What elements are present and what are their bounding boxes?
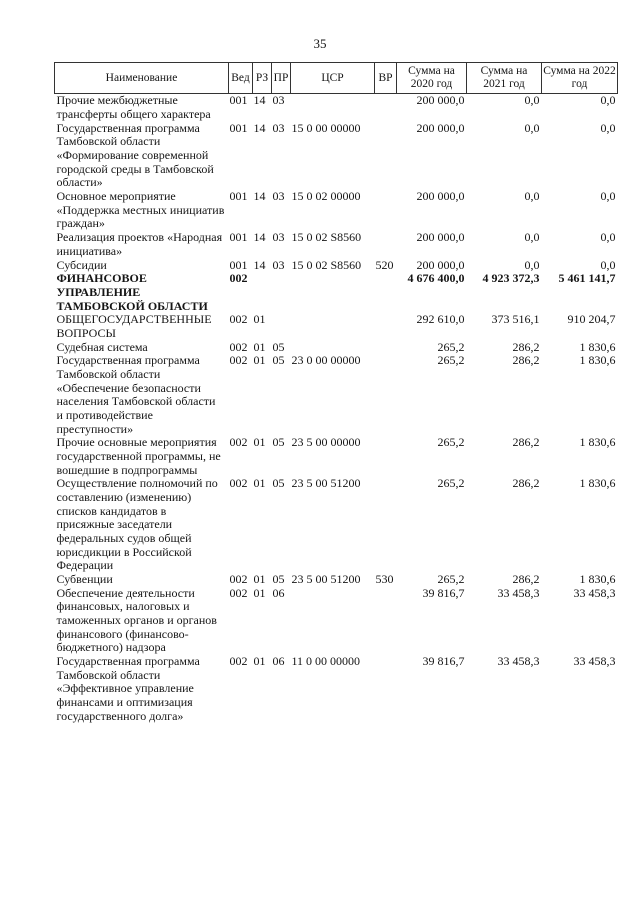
cell-vr: 520 (375, 257, 394, 272)
cell-sum-2020: 292 610,0 (416, 312, 465, 327)
cell-csr (291, 313, 375, 340)
cell-vr (375, 341, 397, 355)
cell-sum-2021: 286,2 (512, 353, 540, 368)
cell-ved: 001 (229, 93, 248, 108)
cell-pr (272, 313, 291, 340)
cell-vr (375, 313, 397, 340)
cell-sum-2021: 4 923 372,3 (482, 271, 540, 286)
cell-ved: 002 (229, 435, 248, 450)
cell-sum-2022: 33 458,3 (573, 653, 616, 668)
cell-sum-2020: 200 000,0 (416, 257, 465, 272)
header-sum-2020: Сумма на 2020 год (397, 63, 467, 94)
cell-rz: 01 (253, 353, 266, 368)
cell-sum-2022: 0,0 (600, 230, 616, 245)
cell-sum-2022: 1 830,6 (579, 435, 616, 450)
cell-rz: 01 (253, 312, 266, 327)
cell-ved: 002 (229, 476, 248, 491)
cell-sum-2021: 286,2 (512, 476, 540, 491)
cell-sum-2020: 265,2 (437, 339, 465, 354)
cell-pr: 05 (272, 571, 285, 586)
cell-csr: 15 0 02 00000 (291, 189, 361, 204)
table-row (55, 259, 618, 273)
cell-ved: 001 (229, 230, 248, 245)
cell-sum-2020: 265,2 (437, 571, 465, 586)
cell-sum-2022: 1 830,6 (579, 339, 616, 354)
cell-pr: 05 (272, 476, 285, 491)
cell-sum-2022: 0,0 (600, 93, 616, 108)
cell-name: Основное мероприятие «Поддержка местных инициатив граждан» (56, 189, 225, 231)
cell-name: Субвенции (56, 571, 113, 586)
cell-sum-2020: 200 000,0 (416, 93, 465, 108)
table-row (55, 190, 618, 231)
cell-name: Реализация проектов «Народная инициатива» (56, 230, 223, 258)
cell-sum-2022: 5 461 141,7 (558, 271, 616, 286)
cell-vr (375, 272, 397, 313)
cell-sum-2021: 33 458,3 (497, 585, 540, 600)
cell-vr (375, 122, 397, 190)
cell-name: Судебная система (56, 339, 148, 354)
table-body (55, 94, 618, 723)
cell-csr: 23 5 00 51200 (291, 476, 361, 491)
cell-pr: 05 (272, 339, 285, 354)
cell-sum-2021: 286,2 (512, 571, 540, 586)
cell-sum-2020: 265,2 (437, 435, 465, 450)
cell-pr: 06 (272, 653, 285, 668)
cell-sum-2020: 4 676 400,0 (407, 271, 465, 286)
table-row (55, 272, 618, 313)
cell-pr: 05 (272, 353, 285, 368)
cell-csr: 15 0 02 S8560 (291, 230, 362, 245)
cell-pr: 03 (272, 93, 285, 108)
header-row (55, 63, 618, 94)
cell-csr: 23 5 00 51200 (291, 571, 361, 586)
cell-name: Государственная программа Тамбовской области «Эффективное управление финансами и оптимизация государственного долга» (56, 653, 200, 723)
cell-ved: 002 (229, 585, 248, 600)
header-sum-2022: Сумма на 2022 год (542, 63, 618, 94)
cell-ved: 002 (229, 653, 248, 668)
cell-ved: 002 (229, 339, 248, 354)
cell-name: Государственная программа Тамбовской области «Обеспечение безопасности населения Тамбовской области и противодействие преступности» (56, 353, 216, 436)
cell-vr (375, 477, 397, 573)
cell-rz: 01 (253, 339, 266, 354)
header-pr: ПР (272, 63, 291, 94)
cell-rz: 14 (253, 93, 266, 108)
cell-pr (272, 272, 291, 313)
cell-name: Государственная программа Тамбовской области «Формирование современной городской среды в Тамбовской области» (56, 120, 214, 190)
cell-sum-2020: 265,2 (437, 476, 465, 491)
cell-sum-2022: 0,0 (600, 189, 616, 204)
cell-sum-2020: 200 000,0 (416, 120, 465, 135)
cell-csr: 23 0 00 00000 (291, 353, 361, 368)
cell-sum-2021: 0,0 (524, 120, 540, 135)
cell-sum-2021: 0,0 (524, 93, 540, 108)
cell-rz: 01 (253, 571, 266, 586)
cell-csr (291, 341, 375, 355)
cell-vr (375, 655, 397, 723)
cell-sum-2020: 39 816,7 (422, 585, 465, 600)
cell-ved: 002 (229, 571, 248, 586)
cell-rz: 14 (253, 257, 266, 272)
cell-sum-2020: 200 000,0 (416, 230, 465, 245)
cell-rz: 01 (253, 585, 266, 600)
cell-sum-2021: 286,2 (512, 339, 540, 354)
cell-ved: 002 (229, 353, 248, 368)
table-row (55, 436, 618, 477)
table-row (55, 231, 618, 258)
cell-sum-2022: 0,0 (600, 257, 616, 272)
cell-ved: 001 (229, 120, 248, 135)
cell-csr: 11 0 00 00000 (291, 653, 361, 668)
cell-sum-2022: 910 204,7 (567, 312, 616, 327)
cell-rz (253, 272, 272, 313)
cell-pr: 03 (272, 120, 285, 135)
cell-name: Субсидии (56, 257, 107, 272)
cell-pr: 03 (272, 257, 285, 272)
table-row (55, 94, 618, 122)
cell-name: Прочие основные мероприятия государственной программы, не вошедшие в подпрограммы (56, 435, 221, 477)
cell-pr: 03 (272, 189, 285, 204)
cell-csr: 15 0 02 S8560 (291, 257, 362, 272)
cell-rz: 01 (253, 653, 266, 668)
cell-vr (375, 190, 397, 231)
cell-rz: 14 (253, 189, 266, 204)
cell-sum-2021: 373 516,1 (491, 312, 540, 327)
cell-name: ОБЩЕГОСУДАРСТВЕННЫЕ ВОПРОСЫ (56, 312, 212, 340)
cell-sum-2021: 286,2 (512, 435, 540, 450)
cell-sum-2020: 39 816,7 (422, 653, 465, 668)
cell-vr (375, 231, 397, 258)
cell-name: Обеспечение деятельности финансовых, налоговых и таможенных органов и органов финансового (финансово-бюджетного) надзора (56, 585, 217, 655)
cell-vr (375, 587, 397, 655)
cell-name: Осуществление полномочий по составлению (изменению) списков кандидатов в присяжные заседатели федеральных судов общей юрисдикции в Российской Федерации (56, 476, 218, 573)
cell-sum-2022: 0,0 (600, 120, 616, 135)
cell-name: ФИНАНСОВОЕ УПРАВЛЕНИЕ ТАМБОВСКОЙ ОБЛАСТИ (56, 271, 208, 313)
cell-sum-2022: 1 830,6 (579, 476, 616, 491)
cell-vr (375, 436, 397, 477)
table-row (55, 477, 618, 573)
header-vr: ВР (375, 63, 397, 94)
cell-sum-2022: 33 458,3 (573, 585, 616, 600)
cell-sum-2020: 265,2 (437, 353, 465, 368)
table-row (55, 313, 618, 340)
cell-csr: 23 5 00 00000 (291, 435, 361, 450)
cell-sum-2021: 33 458,3 (497, 653, 540, 668)
cell-sum-2022: 1 830,6 (579, 353, 616, 368)
cell-name: Прочие межбюджетные трансферты общего характера (56, 93, 211, 122)
cell-ved: 002 (229, 271, 248, 286)
cell-sum-2022: 1 830,6 (579, 571, 616, 586)
cell-sum-2021: 0,0 (524, 257, 540, 272)
cell-vr (375, 94, 397, 122)
header-name: Наименование (55, 63, 229, 94)
cell-sum-2021: 0,0 (524, 230, 540, 245)
header-rz: РЗ (253, 63, 272, 94)
cell-pr: 06 (272, 585, 285, 600)
header-csr: ЦСР (291, 63, 375, 94)
cell-vr (375, 354, 397, 436)
cell-sum-2020: 200 000,0 (416, 189, 465, 204)
cell-sum-2021: 0,0 (524, 189, 540, 204)
table-row (55, 122, 618, 190)
table-row (55, 354, 618, 436)
cell-pr: 05 (272, 435, 285, 450)
budget-table (54, 62, 618, 723)
cell-pr: 03 (272, 230, 285, 245)
cell-rz: 01 (253, 435, 266, 450)
header-ved: Вед (229, 63, 253, 94)
cell-csr (291, 587, 375, 655)
cell-ved: 001 (229, 257, 248, 272)
cell-ved: 001 (229, 189, 248, 204)
cell-csr: 15 0 00 00000 (291, 120, 361, 135)
cell-rz: 14 (253, 120, 266, 135)
cell-vr: 530 (375, 571, 394, 586)
cell-rz: 14 (253, 230, 266, 245)
page-number: 35 (313, 36, 327, 51)
table-row (55, 655, 618, 723)
cell-rz: 01 (253, 476, 266, 491)
table-row (55, 573, 618, 587)
cell-csr (291, 94, 375, 122)
header-sum-2021: Сумма на 2021 год (467, 63, 542, 94)
table-row (55, 587, 618, 655)
cell-csr (291, 272, 375, 313)
cell-ved: 002 (229, 312, 248, 327)
table-row (55, 341, 618, 355)
